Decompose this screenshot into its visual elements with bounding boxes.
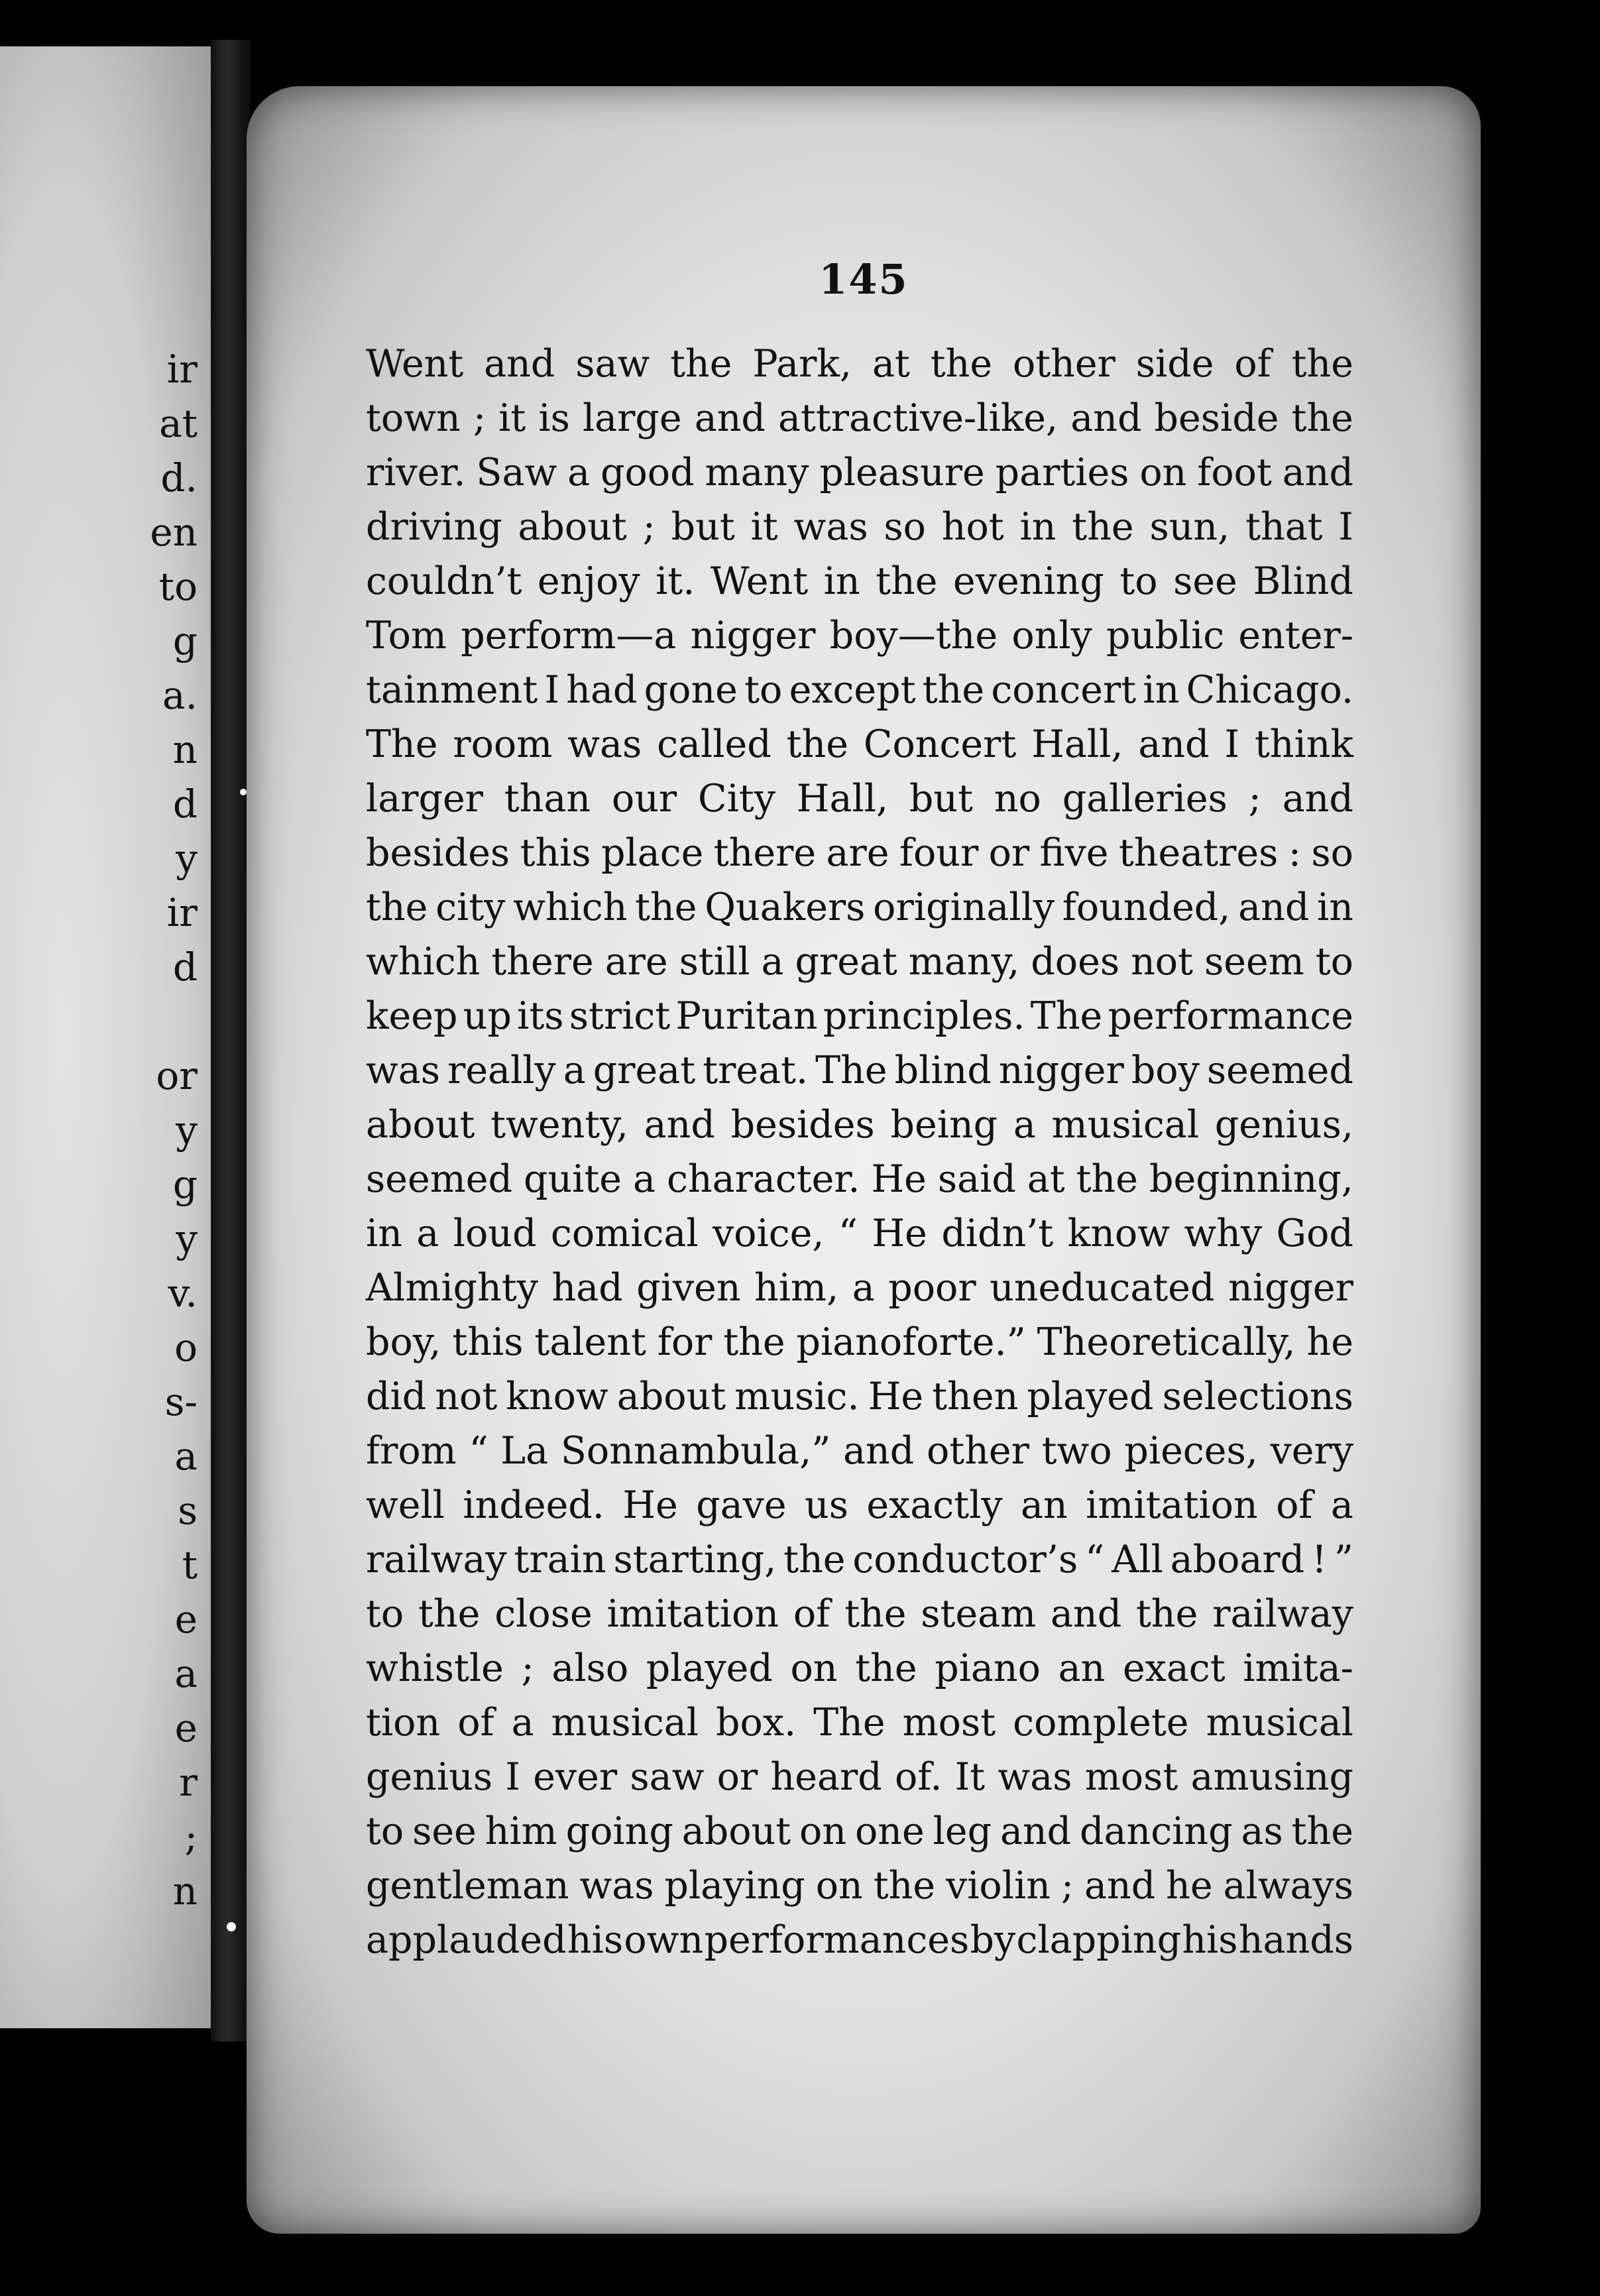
- text-line: railway train starting, the conductor’s “ All aboard ! ”: [366, 1538, 1353, 1581]
- facing-page-fragment-line: o: [174, 1325, 198, 1370]
- facing-page-fragment-line: d: [172, 781, 198, 827]
- facing-page-fragment-line: y: [176, 1216, 198, 1261]
- text-line: larger than our City Hall, but no galleries ; and: [366, 777, 1353, 821]
- text-line: the city which the Quakers originally founded, and in: [366, 886, 1353, 929]
- text-line: Tom perform—a nigger boy—the only public enter-: [366, 614, 1353, 658]
- text-line: couldn’t enjoy it. Went in the evening to see Blind: [366, 559, 1353, 603]
- text-line: in a loud comical voice, “ He didn’t know why God: [366, 1212, 1353, 1255]
- facing-page-fragment-line: e: [174, 1705, 198, 1751]
- text-line: whistle ; also played on the piano an exact imita-: [366, 1646, 1353, 1690]
- text-line: about twenty, and besides being a musical genius,: [366, 1103, 1353, 1147]
- text-line: tion of a musical box. The most complete musical: [366, 1701, 1353, 1745]
- facing-page-fragment-line: d.: [160, 455, 198, 500]
- facing-page-fragment-line: v.: [168, 1271, 198, 1316]
- facing-page-fragment-line: d: [172, 945, 198, 990]
- facing-page-fragment-line: n: [172, 1868, 198, 1914]
- text-line: from “ La Sonnambula,” and other two pieces, very: [366, 1429, 1353, 1473]
- text-line: keep up its strict Puritan principles. The performance: [366, 994, 1353, 1038]
- page-number: 145: [819, 255, 909, 304]
- facing-page-fragment-line: s: [178, 1488, 198, 1533]
- facing-page-fragment-line: ir: [166, 347, 198, 392]
- text-line: The room was called the Concert Hall, and I think: [366, 722, 1353, 766]
- text-line: applauded his own performances by clapping his hands: [366, 1918, 1353, 1962]
- facing-page-fragment-line: or: [156, 1053, 198, 1098]
- paper-speck: [240, 789, 247, 795]
- facing-page-fragment-line: g: [172, 618, 198, 663]
- text-line: which there are still a great many, does not seem to: [366, 940, 1353, 984]
- text-line: well indeed. He gave us exactly an imitation of a: [366, 1483, 1353, 1527]
- facing-page-fragment-line: ir: [166, 890, 198, 935]
- facing-page-fragment-line: en: [150, 510, 198, 555]
- text-line: was really a great treat. The blind nigger boy seemed: [366, 1049, 1353, 1092]
- text-line: tainment I had gone to except the concert in Chicago.: [366, 668, 1353, 712]
- text-line: to the close imitation of the steam and the railway: [366, 1592, 1353, 1636]
- text-line: to see him going about on one leg and dancing as the: [366, 1809, 1353, 1853]
- facing-page-fragment-line: y: [176, 1108, 198, 1153]
- facing-page-fragment-line: a.: [162, 673, 198, 718]
- book-page: [247, 86, 1481, 2234]
- text-line: river. Saw a good many pleasure parties on foot and: [366, 451, 1353, 494]
- text-line: did not know about music. He then played selections: [366, 1375, 1353, 1418]
- text-line: besides this place there are four or five theatres : so: [366, 831, 1353, 875]
- facing-page-fragment-line: to: [158, 564, 198, 609]
- text-line: genius I ever saw or heard of. It was most amusing: [366, 1755, 1353, 1799]
- text-line: gentleman was playing on the violin ; and he always: [366, 1864, 1353, 1908]
- paper-speck: [227, 1922, 236, 1931]
- text-line: Went and saw the Park, at the other side of the: [366, 342, 1353, 386]
- facing-page-fragment-line: t: [182, 1542, 198, 1587]
- facing-page-fragment-line: g: [172, 1162, 198, 1207]
- book-gutter: [211, 40, 251, 2041]
- text-line: seemed quite a character. He said at the beginning,: [366, 1157, 1353, 1201]
- text-line: driving about ; but it was so hot in the sun, that I: [366, 505, 1353, 549]
- text-line: boy, this talent for the pianoforte.” Theoretically, he: [366, 1320, 1353, 1364]
- facing-page-fragment-line: n: [172, 727, 198, 772]
- facing-page-fragment-line: a: [174, 1651, 198, 1696]
- facing-page-fragment-line: a: [174, 1434, 198, 1479]
- facing-page-fragment-line: ;: [184, 1814, 198, 1859]
- text-line: Almighty had given him, a poor uneducated nigger: [366, 1266, 1353, 1310]
- facing-page-fragment: [0, 46, 215, 2028]
- facing-page-fragment-line: e: [174, 1597, 198, 1642]
- facing-page-fragment-line: r: [179, 1760, 198, 1805]
- body-text: [366, 337, 1353, 1967]
- facing-page-fragment-line: s-: [164, 1379, 198, 1424]
- facing-page-fragment-line: y: [176, 836, 198, 881]
- facing-page-fragment-line: at: [159, 401, 198, 446]
- text-line: town ; it is large and attractive-like, and beside the: [366, 396, 1353, 440]
